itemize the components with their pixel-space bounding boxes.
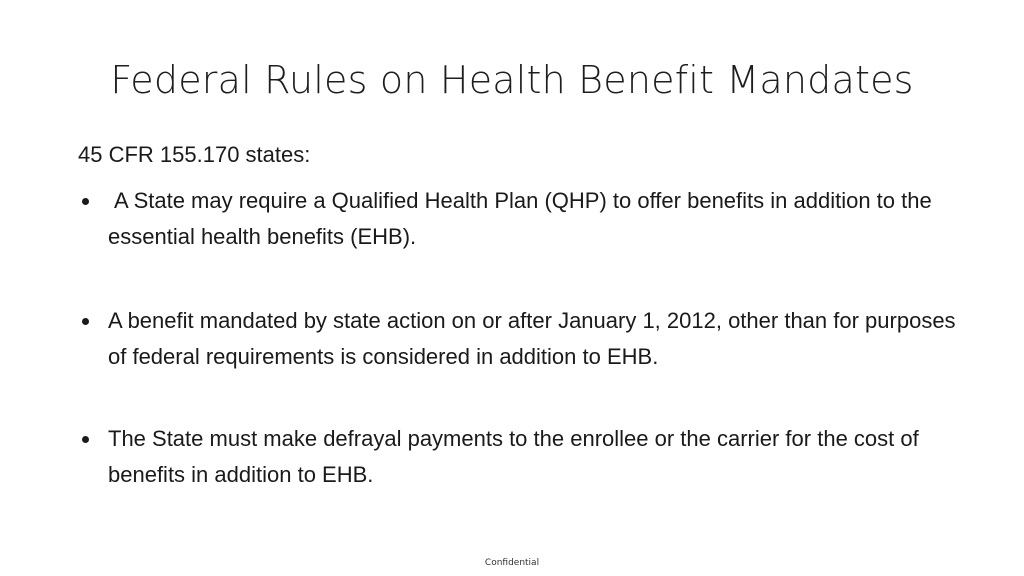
bullet-text: A State may require a Qualified Health Plan (QHP) to offer benefits in addition to the essential health benefits (EHB). — [108, 188, 932, 249]
slide-title: Federal Rules on Health Benefit Mandates — [110, 58, 914, 102]
intro-text: 45 CFR 155.170 states: — [78, 142, 311, 167]
bullet-text: The State must make defrayal payments to the enrollee or the carrier for the cost of benefits in addition to EHB. — [108, 426, 919, 487]
bullet-text: A benefit mandated by state action on or after January 1, 2012, other than for purposes of federal requirements is considered in addition to EHB. — [108, 308, 956, 369]
footer-confidential: Confidential — [484, 558, 540, 568]
bullet-item — [78, 183, 958, 255]
bullet-item — [78, 303, 958, 375]
bullet-list — [78, 183, 958, 493]
bullet-icon — [82, 318, 89, 325]
bullet-icon — [82, 436, 89, 443]
bullet-item — [78, 421, 958, 493]
bullet-icon — [82, 198, 89, 205]
